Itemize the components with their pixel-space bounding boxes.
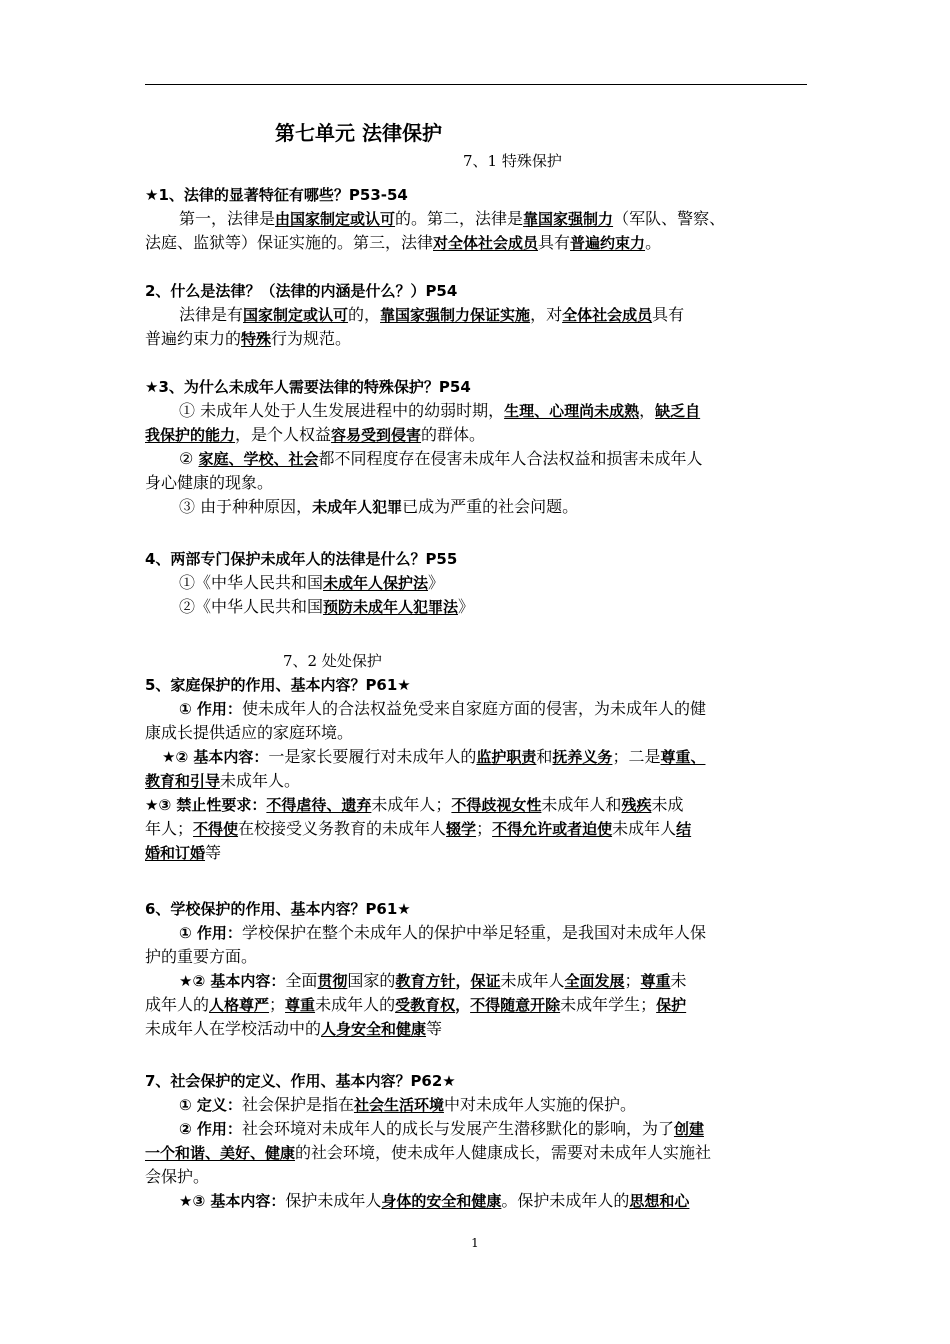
text-segment: （军队、警察、 <box>613 209 726 228</box>
text-line <box>179 208 725 230</box>
text-line <box>179 572 444 594</box>
text-segment: 全面 <box>285 971 318 990</box>
key-term: 尊重、 <box>660 748 706 766</box>
text-segment: 未成年人犯罪 <box>312 498 403 516</box>
key-term: 监护职责 <box>476 748 537 766</box>
text-segment: 会保护。 <box>145 1167 210 1186</box>
key-term: 婚和订婚 <box>145 844 206 862</box>
text-segment: 2、什么是法律？（法律的内涵是什么？）P54 <box>145 282 458 300</box>
section-subtitle-1: 7、1 特殊保护 <box>463 152 562 170</box>
text-segment: 社会保护是指在 <box>241 1095 354 1114</box>
text-segment: 国家的 <box>347 971 396 990</box>
text-segment: ★② 基本内容： <box>179 972 286 990</box>
text-segment: 年人； <box>145 819 194 838</box>
text-segment: 成年人的 <box>145 995 210 1014</box>
text-segment: ， <box>455 996 471 1014</box>
key-term: 普遍约束力 <box>570 234 646 252</box>
text-line <box>179 1118 704 1140</box>
key-term: 不得使 <box>193 820 239 838</box>
text-segment: ； <box>269 995 286 1014</box>
text-line <box>145 946 257 968</box>
question-heading <box>145 376 471 398</box>
text-segment: 的群体。 <box>421 425 486 444</box>
text-line <box>145 794 683 816</box>
text-segment: 6、学校保护的作用、基本内容？P61★ <box>145 900 411 918</box>
key-term: 保护 <box>656 996 687 1014</box>
key-term: 结 <box>676 820 692 838</box>
text-line <box>145 328 351 350</box>
text-segment: 社会环境对未成年人的成长与发展产生潜移默化的影响，为了 <box>241 1119 674 1138</box>
text-line <box>179 496 578 518</box>
text-segment: 未 <box>670 971 687 990</box>
text-segment: 的。第二，法律是 <box>395 209 524 228</box>
text-segment: ③ 由于种种原因， <box>179 497 313 516</box>
key-term: 残疾 <box>621 796 652 814</box>
key-term: 对全体社会成员 <box>433 234 539 252</box>
text-segment: ★1、法律的显著特征有哪些？P53-54 <box>145 186 408 204</box>
key-term: 由国家制定或认可 <box>275 210 396 228</box>
text-segment: 都不同程度存在侵害未成年人合法权益和损害未成年人 <box>318 449 703 468</box>
text-segment: ； <box>476 819 493 838</box>
text-segment: 等 <box>205 843 222 862</box>
text-line <box>179 922 706 944</box>
text-segment: 一是家长要履行对未成年人的 <box>268 747 477 766</box>
question-heading <box>145 674 411 696</box>
text-segment: ① 作用： <box>179 924 242 942</box>
text-segment: 的社会环境，使未成年人健康成长，需要对未成年人实施社 <box>295 1143 712 1162</box>
text-line <box>179 400 700 422</box>
text-segment: 》 <box>458 597 475 616</box>
text-segment: 未成年人； <box>371 795 452 814</box>
key-term: 保证 <box>470 972 501 990</box>
key-term: 缺乏自 <box>655 402 701 420</box>
text-segment: ① 未成年人处于人生发展进程中的幼弱时期， <box>179 401 505 420</box>
text-segment: ★③ 禁止性要求： <box>145 796 267 814</box>
text-segment: 已成为严重的社会问题。 <box>402 497 579 516</box>
text-segment: 。保护未成年人的 <box>501 1191 630 1210</box>
text-segment: 未成年人和 <box>541 795 622 814</box>
key-term: 靠国家强制力保证实施 <box>380 306 531 324</box>
text-line <box>145 232 661 254</box>
text-segment: 第一，法律是 <box>179 209 276 228</box>
key-term: 受教育权 <box>395 996 456 1014</box>
key-term: 人格尊严 <box>209 996 270 1014</box>
text-segment: 》 <box>428 573 445 592</box>
text-segment: 具有 <box>652 305 685 324</box>
key-term: 容易受到侵害 <box>331 426 422 444</box>
text-segment: 未成年人的 <box>315 995 396 1014</box>
text-segment: ★② 基本内容： <box>162 748 269 766</box>
text-segment: 未成 <box>651 795 684 814</box>
text-line <box>145 818 691 840</box>
key-term: 不得允许或者迫使 <box>492 820 613 838</box>
text-line <box>145 1142 711 1164</box>
text-segment: 使未成年人的合法权益免受来自家庭方面的侵害，为未成年人的健 <box>241 699 706 718</box>
text-line <box>179 596 474 618</box>
text-segment: 法庭、监狱等）保证实施的。第三，法律 <box>145 233 434 252</box>
text-segment: 护的重要方面。 <box>145 947 258 966</box>
text-segment: 法律是有 <box>179 305 244 324</box>
text-segment: 保护未成年人 <box>285 1191 382 1210</box>
text-segment: 中对未成年人实施的保护。 <box>443 1095 636 1114</box>
text-segment: ①《中华人民共和国 <box>179 573 324 592</box>
key-term: 尊重 <box>640 972 671 990</box>
text-segment: ②《中华人民共和国 <box>179 597 324 616</box>
key-term: 不得歧视女性 <box>451 796 542 814</box>
question-heading <box>145 898 411 920</box>
text-segment: ② 作用： <box>179 1120 242 1138</box>
text-segment: 具有 <box>538 233 571 252</box>
key-term: 特殊 <box>241 330 272 348</box>
text-segment: 未成年学生； <box>560 995 657 1014</box>
key-term: 国家制定或认可 <box>243 306 349 324</box>
key-term: 家庭、学校、社会 <box>198 450 319 468</box>
text-segment: 学校保护在整个未成年人的保护中举足轻重，是我国对未成年人保 <box>241 923 706 942</box>
text-line <box>145 472 273 494</box>
text-line <box>179 304 684 326</box>
text-segment: 未成年人。 <box>220 771 301 790</box>
text-line <box>179 1190 689 1212</box>
text-segment: ① 定义： <box>179 1096 242 1114</box>
text-segment: 的， <box>348 305 381 324</box>
key-term: 贯彻 <box>317 972 348 990</box>
text-segment: 行为规范。 <box>271 329 352 348</box>
text-segment: ；二是 <box>612 747 661 766</box>
question-heading <box>145 184 408 206</box>
key-term: 身体的安全和健康 <box>381 1192 502 1210</box>
question-heading <box>145 1070 456 1092</box>
key-term: 思想和心 <box>629 1192 690 1210</box>
text-segment: ， <box>455 972 471 990</box>
text-segment: 未成年人 <box>612 819 677 838</box>
key-term: 预防未成年人犯罪法 <box>323 598 459 616</box>
text-line <box>145 722 353 744</box>
text-segment: ① 作用： <box>179 700 242 718</box>
text-segment: ，对 <box>530 305 563 324</box>
key-term: 社会生活环境 <box>353 1096 444 1114</box>
question-heading <box>145 280 457 302</box>
text-line <box>145 770 300 792</box>
text-segment: ； <box>624 971 641 990</box>
key-term: 辍学 <box>446 820 477 838</box>
unit-title: 第七单元 法律保护 <box>275 121 442 145</box>
text-line <box>145 842 221 864</box>
text-segment: 。 <box>645 233 662 252</box>
text-segment: ， <box>639 401 656 420</box>
text-line <box>179 698 706 720</box>
text-segment: 普遍约束力的 <box>145 329 242 348</box>
text-segment: 在校接受义务教育的未成年人 <box>238 819 447 838</box>
key-term: 抚养义务 <box>552 748 613 766</box>
text-segment: 等 <box>426 1019 443 1038</box>
text-segment: 5、家庭保护的作用、基本内容？P61★ <box>145 676 411 694</box>
key-term: 未成年人保护法 <box>323 574 429 592</box>
key-term: 全面发展 <box>564 972 625 990</box>
page-number: 1 <box>471 1236 479 1250</box>
header-rule <box>145 84 807 85</box>
text-line <box>145 1018 442 1040</box>
key-term: 一个和谐、美好、健康 <box>145 1144 296 1162</box>
text-line <box>179 448 702 470</box>
text-line <box>179 1094 636 1116</box>
key-term: 我保护的能力 <box>145 426 236 444</box>
text-line <box>179 970 687 992</box>
key-term: 尊重 <box>285 996 316 1014</box>
text-segment: 未成年人在学校活动中的 <box>145 1019 322 1038</box>
key-term: 创建 <box>673 1120 704 1138</box>
text-segment: 7、社会保护的定义、作用、基本内容？P62★ <box>145 1072 456 1090</box>
text-line <box>145 424 485 446</box>
key-term: 人身安全和健康 <box>321 1020 427 1038</box>
text-segment: ，是个人权益 <box>235 425 332 444</box>
text-segment: 和 <box>536 747 553 766</box>
text-line <box>145 994 686 1016</box>
text-segment: ★3、为什么未成年人需要法律的特殊保护？P54 <box>145 378 471 396</box>
key-term: 不得虐待、遗弃 <box>266 796 372 814</box>
text-segment: 未成年人 <box>500 971 565 990</box>
key-term: 不得随意开除 <box>470 996 561 1014</box>
section-subtitle-2: 7、2 处处保护 <box>283 652 382 670</box>
question-heading <box>145 548 457 570</box>
text-segment: ② <box>179 449 199 468</box>
text-line <box>145 1166 209 1188</box>
text-segment: 身心健康的现象。 <box>145 473 274 492</box>
text-segment: 4、两部专门保护未成年人的法律是什么？P55 <box>145 550 458 568</box>
key-term: 教育方针 <box>395 972 456 990</box>
text-segment: ★③ 基本内容： <box>179 1192 286 1210</box>
text-segment: 康成长提供适应的家庭环境。 <box>145 723 354 742</box>
key-term: 靠国家强制力 <box>523 210 614 228</box>
key-term: 生理、心理尚未成熟 <box>504 402 640 420</box>
key-term: 全体社会成员 <box>562 306 653 324</box>
text-line <box>162 746 705 768</box>
key-term: 教育和引导 <box>145 772 221 790</box>
